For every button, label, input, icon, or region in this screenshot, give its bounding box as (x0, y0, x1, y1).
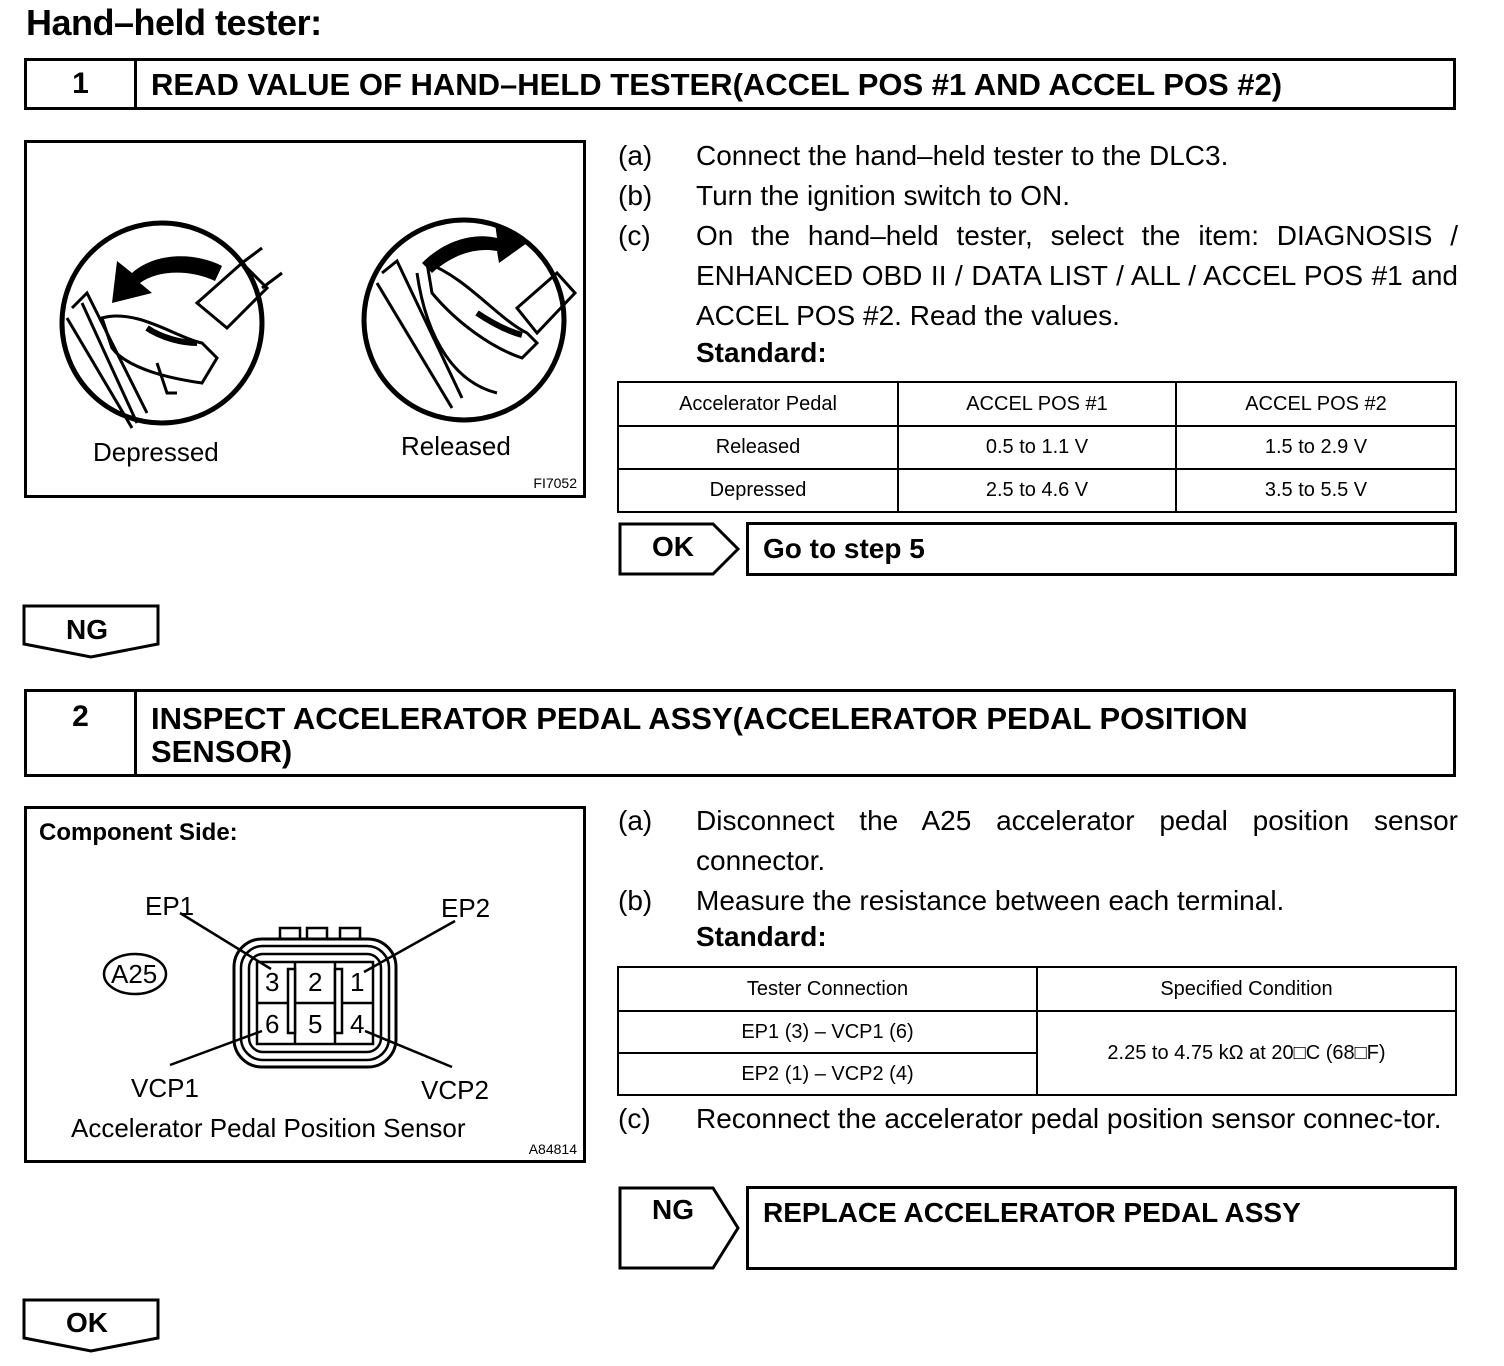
connector-id: A25 (111, 959, 158, 989)
pin-5: 5 (308, 1009, 323, 1039)
pin-1: 1 (350, 967, 365, 997)
instruction-text: Turn the ignition switch to ON. (696, 180, 1071, 211)
pin-3: 3 (265, 967, 280, 997)
accel-pos-table (617, 381, 1457, 513)
step2-standard-label: Standard: (696, 921, 827, 952)
table-row (618, 469, 1456, 512)
table-cell: EP1 (3) – VCP1 (6) (618, 1011, 1037, 1053)
depressed-label: Depressed (93, 437, 219, 467)
table-header: ACCEL POS #1 (898, 382, 1176, 426)
table-header: ACCEL POS #2 (1176, 382, 1456, 426)
step1-title: READ VALUE OF HAND–HELD TESTER(ACCEL POS #1 AND ACCEL POS #2) (151, 67, 1283, 102)
table-header: Tester Connection (618, 967, 1037, 1011)
instruction-text: Reconnect the accelerator pedal position sensor connec-tor. (696, 1103, 1442, 1134)
step2-instruction-c (618, 1099, 1458, 1179)
step1-header (24, 58, 1456, 110)
table-row (618, 1011, 1456, 1053)
ok-down-label: OK (66, 1307, 108, 1338)
instruction-text: On the hand–held tester, select the item: DIAGNOSIS / ENHANCED OBD II / DATA LIST / ALL / ACCEL POS #1 and ACCEL POS #2. Read the values. (696, 220, 1458, 331)
table-cell: Depressed (618, 469, 898, 512)
instruction-letter: (a) (618, 140, 653, 171)
resistance-table (617, 966, 1457, 1096)
ok-badge-label: OK (652, 531, 694, 562)
ok-result-box (746, 522, 1457, 576)
page-heading: Hand–held tester: (26, 2, 322, 43)
step2-title: INSPECT ACCELERATOR PEDAL ASSY(ACCELERATOR PEDAL POSITION SENSOR) (151, 701, 1248, 769)
instruction-text: Disconnect the A25 accelerator pedal position sensor connector. (696, 805, 1458, 876)
step2-instruction-a (618, 801, 1458, 881)
instruction-letter: (c) (618, 1103, 651, 1134)
vcp2-label: VCP2 (421, 1075, 489, 1105)
ep1-label: EP1 (145, 891, 195, 921)
connector-caption: Accelerator Pedal Position Sensor (71, 1113, 466, 1143)
step1-instruction-b (618, 176, 1458, 216)
component-side-label: Component Side: (39, 819, 238, 846)
step1-instruction-c (618, 216, 1458, 336)
step1-number: 1 (27, 61, 137, 107)
table-cell: 1.5 to 2.9 V (1176, 426, 1456, 469)
ok-result-text: Go to step 5 (763, 533, 925, 564)
instruction-letter: (b) (618, 180, 653, 211)
instruction-text: Connect the hand–held tester to the DLC3. (696, 140, 1229, 171)
connector-figure (24, 806, 586, 1163)
ep2-label: EP2 (441, 893, 491, 923)
step2-number: 2 (27, 692, 137, 774)
vcp1-label: VCP1 (131, 1073, 199, 1103)
instruction-letter: (a) (618, 805, 653, 836)
table-row (618, 426, 1456, 469)
depressed-pedal-drawing (62, 223, 282, 428)
table-header: Specified Condition (1037, 967, 1456, 1011)
instruction-letter: (c) (618, 220, 651, 251)
table-cell: Released (618, 426, 898, 469)
step2-header (24, 689, 1456, 777)
specified-condition-cell: 2.25 to 4.75 kΩ at 20□C (68□F) (1037, 1011, 1456, 1095)
table-cell: 0.5 to 1.1 V (898, 426, 1176, 469)
instruction-text: Measure the resistance between each terminal. (696, 885, 1285, 916)
pin-6: 6 (265, 1009, 280, 1039)
figure-id: A84814 (528, 1141, 577, 1157)
pin-4: 4 (350, 1009, 365, 1039)
ng-result-box (746, 1186, 1457, 1270)
released-label: Released (401, 431, 511, 461)
instruction-letter: (b) (618, 885, 653, 916)
ng-result-text: REPLACE ACCELERATOR PEDAL ASSY (763, 1197, 1301, 1228)
ng-down-label: NG (66, 614, 108, 645)
table-cell: 3.5 to 5.5 V (1176, 469, 1456, 512)
table-header: Accelerator Pedal (618, 382, 898, 426)
pin-2: 2 (308, 967, 323, 997)
step2-instruction-b (618, 881, 1458, 921)
step1-standard-label: Standard: (696, 337, 827, 368)
pedal-figure (24, 140, 586, 498)
table-cell: EP2 (1) – VCP2 (4) (618, 1053, 1037, 1095)
table-cell: 2.5 to 4.6 V (898, 469, 1176, 512)
step1-instruction-a (618, 136, 1458, 176)
figure-id: FI7052 (533, 475, 577, 491)
ng-badge-label: NG (652, 1194, 694, 1225)
